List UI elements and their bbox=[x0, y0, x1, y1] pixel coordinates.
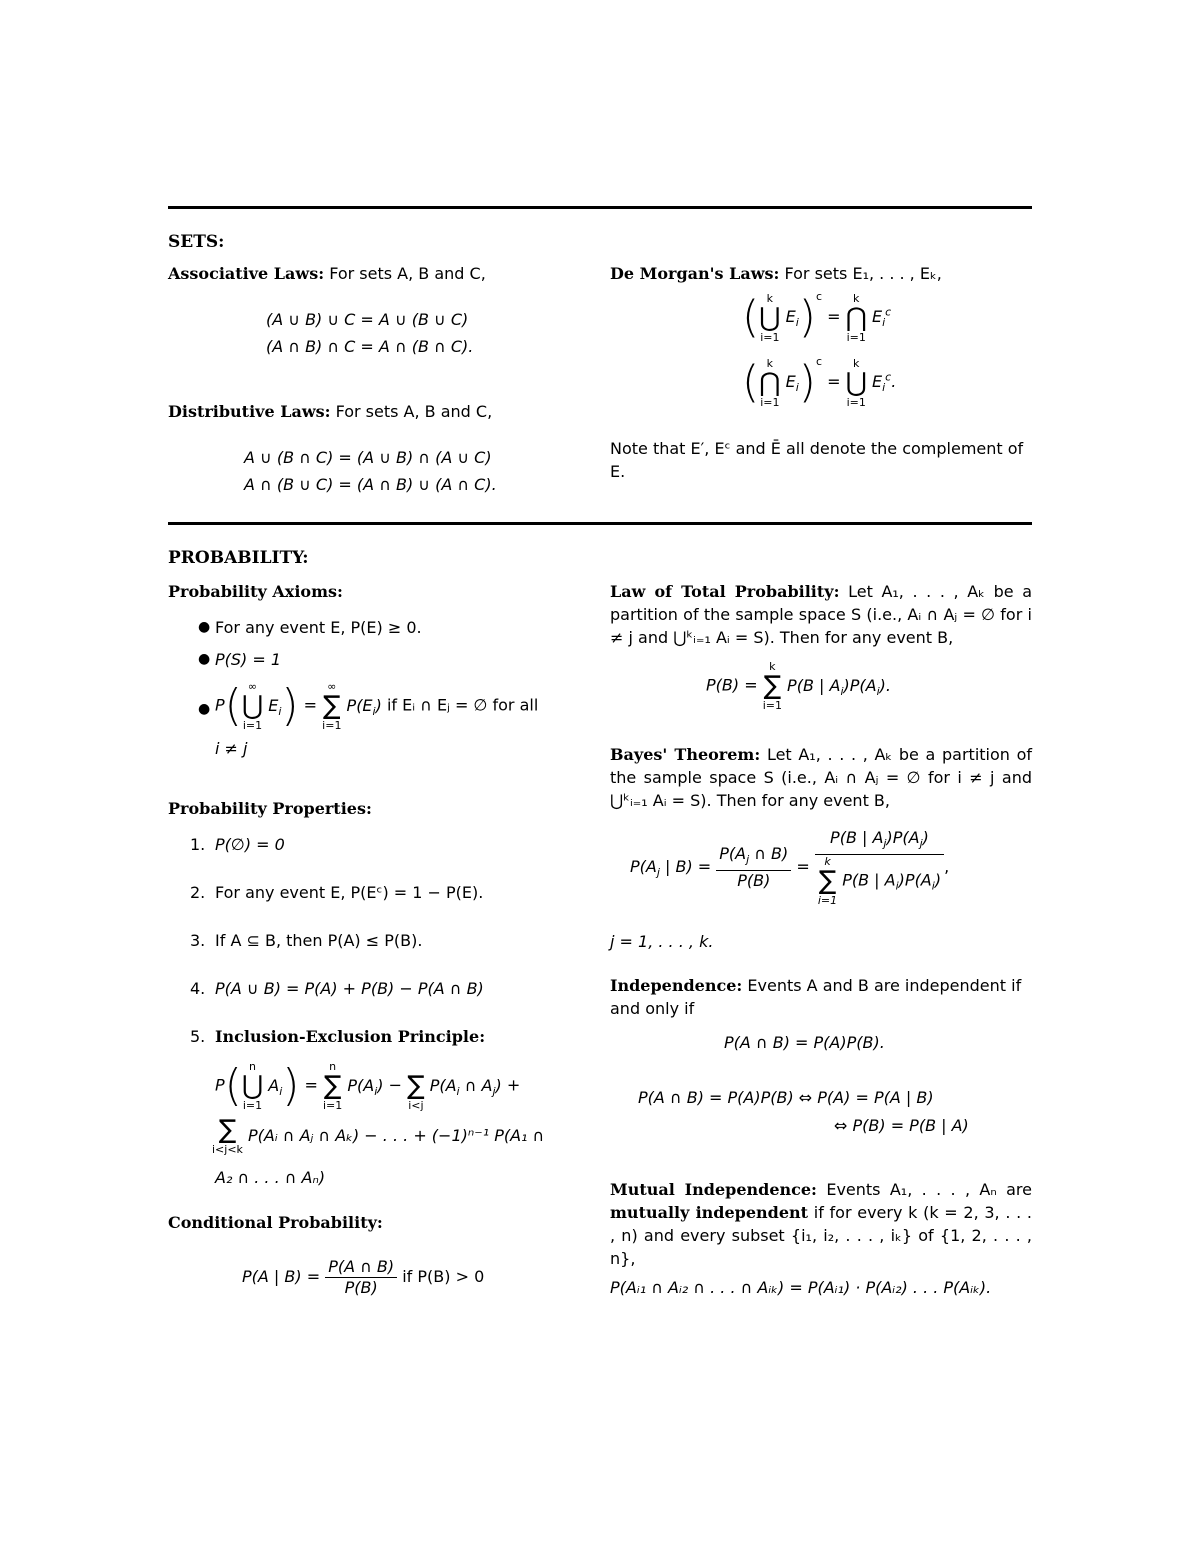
inclusion-exclusion-line3: A₂ ∩ . . . ∩ Aₙ) bbox=[215, 1168, 326, 1187]
associative-title: Associative Laws: bbox=[168, 264, 325, 283]
bayes-eq: $P(A_j$ | B) = $\frac{P(A_j \cap B)}{P(B)}$ = P(B | $A_j)P(A_j)$ k ∑ i=1 P(B | $A_i)P(A_i)$ , bbox=[630, 828, 950, 908]
demorgan-eq1: ( k ⋃ i=1 $E_i)^c$ = k ⋂ i=1 $E_i^c$ bbox=[742, 290, 892, 344]
prop-1: P(∅) = 0 bbox=[215, 835, 285, 854]
conditional-eq: P(A | B) = $\frac{P(A \cap B)}{P(B)}$ if P(B) > 0 bbox=[242, 1257, 485, 1297]
bayes-title: Bayes' Theorem: bbox=[610, 745, 761, 764]
demorgan-title: De Morgan's Laws: bbox=[610, 264, 780, 283]
prop-num-3: 3. bbox=[190, 931, 206, 950]
axiom-3-tail: if Eᵢ ∩ Eⱼ = ∅ for all bbox=[386, 695, 539, 715]
independence bbox=[610, 974, 1032, 1020]
axiom-1: For any event E, P(E) ≥ 0. bbox=[215, 618, 422, 637]
associative-eq2: (A ∩ B) ∩ C = A ∩ (B ∩ C). bbox=[266, 337, 474, 356]
associative-intro: For sets A, B and C, bbox=[329, 264, 486, 283]
total-text: Let A₁, . . . , Aₖ be a partition of the sample space S (i.e., Aᵢ ∩ Aⱼ = ∅ for i ≠ j and ⋃ᵏᵢ₌₁ Aᵢ = S). Then for any event B, bbox=[610, 582, 1032, 647]
prop-5: Inclusion-Exclusion Principle: bbox=[215, 1027, 486, 1046]
independence-eq: P(A ∩ B) = P(A)P(B). bbox=[724, 1033, 885, 1052]
demorgan-note: Note that E′, Eᶜ and Ē all denote the complement of E. bbox=[610, 439, 1024, 481]
inclusion-exclusion-line2: ∑ i<j<k P(Aᵢ ∩ Aⱼ ∩ Aₖ) − . . . + (−1)ⁿ⁻¹ P(A₁ ∩ bbox=[212, 1115, 545, 1156]
bayes-theorem bbox=[610, 743, 1032, 812]
axiom-3: P( ∞ ⋃ i=1 $E_i$) = ∞ ∑ i=1 $P(E_i)$ if Eᵢ ∩ Eⱼ = ∅ for all bbox=[215, 680, 539, 732]
prop-3: If A ⊆ B, then P(A) ≤ P(B). bbox=[215, 931, 423, 950]
inclusion-exclusion-line2-text: P(Aᵢ ∩ Aⱼ ∩ Aₖ) − . . . + (−1)ⁿ⁻¹ P(A₁ ∩ bbox=[248, 1126, 545, 1145]
middle-rule bbox=[168, 522, 1032, 525]
axiom-bullet-1: ● bbox=[198, 619, 211, 635]
mutual-eq: P(Aᵢ₁ ∩ Aᵢ₂ ∩ . . . ∩ Aᵢₖ) = P(Aᵢ₁) · P(Aᵢ₂) . . . P(Aᵢₖ). bbox=[610, 1278, 992, 1297]
total-eq: P(B) = k ∑ i=1 P(B | $A_i)P(A_i)$. bbox=[706, 660, 891, 712]
axiom-bullet-3: ● bbox=[198, 701, 211, 717]
axiom-3-cont: i ≠ j bbox=[215, 739, 248, 758]
mutual-bold: mutually independent bbox=[610, 1203, 809, 1222]
independence-title: Independence: bbox=[610, 976, 743, 995]
probability-heading: PROBABILITY: bbox=[168, 548, 309, 568]
associative-laws bbox=[168, 262, 588, 285]
distributive-title: Distributive Laws: bbox=[168, 402, 331, 421]
prop-num-2: 2. bbox=[190, 883, 206, 902]
inclusion-exclusion-line1: P( n ⋃ i=1 $A_i$) = n ∑ i=1 $P(A_i)$ − ∑ i<j $P(A_i$ ∩ $A_j$) + bbox=[215, 1060, 521, 1112]
conditional-title: Conditional Probability: bbox=[168, 1213, 383, 1232]
distributive-eq2: A ∩ (B ∪ C) = (A ∩ B) ∪ (A ∩ C). bbox=[244, 475, 497, 494]
distributive-intro: For sets A, B and C, bbox=[335, 402, 493, 421]
distributive-eq1: A ∪ (B ∩ C) = (A ∪ B) ∩ (A ∪ C) bbox=[244, 448, 492, 467]
axioms-title: Probability Axioms: bbox=[168, 582, 343, 601]
demorgan-eq2: ( k ⋂ i=1 $E_i)^c$ = k ⋃ i=1 $E_i^c$. bbox=[742, 355, 897, 409]
axiom-2: P(S) = 1 bbox=[215, 650, 282, 669]
sets-heading: SETS: bbox=[168, 232, 225, 252]
total-probability bbox=[610, 580, 1032, 649]
mutual-text1: Events A₁, . . . , Aₙ are bbox=[826, 1180, 1032, 1199]
prop-num-4: 4. bbox=[190, 979, 206, 998]
total-title: Law of Total Probability: bbox=[610, 582, 840, 601]
demorgan-laws bbox=[610, 262, 1032, 285]
prop-num-1: 1. bbox=[190, 835, 206, 854]
mutual-text2: if for every k (k = 2, 3, . . . , n) and every subset {i₁, i₂, . . . , iₖ} of {1, 2, . . . , n}, bbox=[610, 1203, 1032, 1268]
independence-eq2a: P(A ∩ B) = P(A)P(B) ⇔ P(A) = P(A | B) bbox=[638, 1088, 934, 1107]
prop-4: P(A ∪ B) = P(A) + P(B) − P(A ∩ B) bbox=[215, 979, 484, 998]
demorgan-intro: For sets E₁, . . . , Eₖ, bbox=[784, 264, 942, 283]
bayes-text: Let A₁, . . . , Aₖ be a partition of the sample space S (i.e., Aᵢ ∩ Aⱼ = ∅ for i ≠ j and ⋃ᵏᵢ₌₁ Aᵢ = S). Then for any event B, bbox=[610, 745, 1032, 810]
conditional-tail: if P(B) > 0 bbox=[402, 1267, 485, 1286]
distributive-laws bbox=[168, 400, 588, 423]
axiom-bullet-2: ● bbox=[198, 651, 211, 667]
independence-text: Events A and B are independent if and only if bbox=[610, 976, 1022, 1018]
prop-2: For any event E, P(Eᶜ) = 1 − P(E). bbox=[215, 883, 484, 902]
bayes-tail: j = 1, . . . , k. bbox=[610, 932, 714, 951]
associative-eq1: (A ∪ B) ∪ C = A ∪ (B ∪ C) bbox=[266, 310, 469, 329]
properties-title: Probability Properties: bbox=[168, 799, 372, 818]
top-rule bbox=[168, 206, 1032, 209]
mutual-independence bbox=[610, 1178, 1032, 1270]
mutual-title: Mutual Independence: bbox=[610, 1180, 817, 1199]
independence-eq2b: ⇔ P(B) = P(B | A) bbox=[834, 1116, 969, 1135]
prop-num-5: 5. bbox=[190, 1027, 206, 1046]
